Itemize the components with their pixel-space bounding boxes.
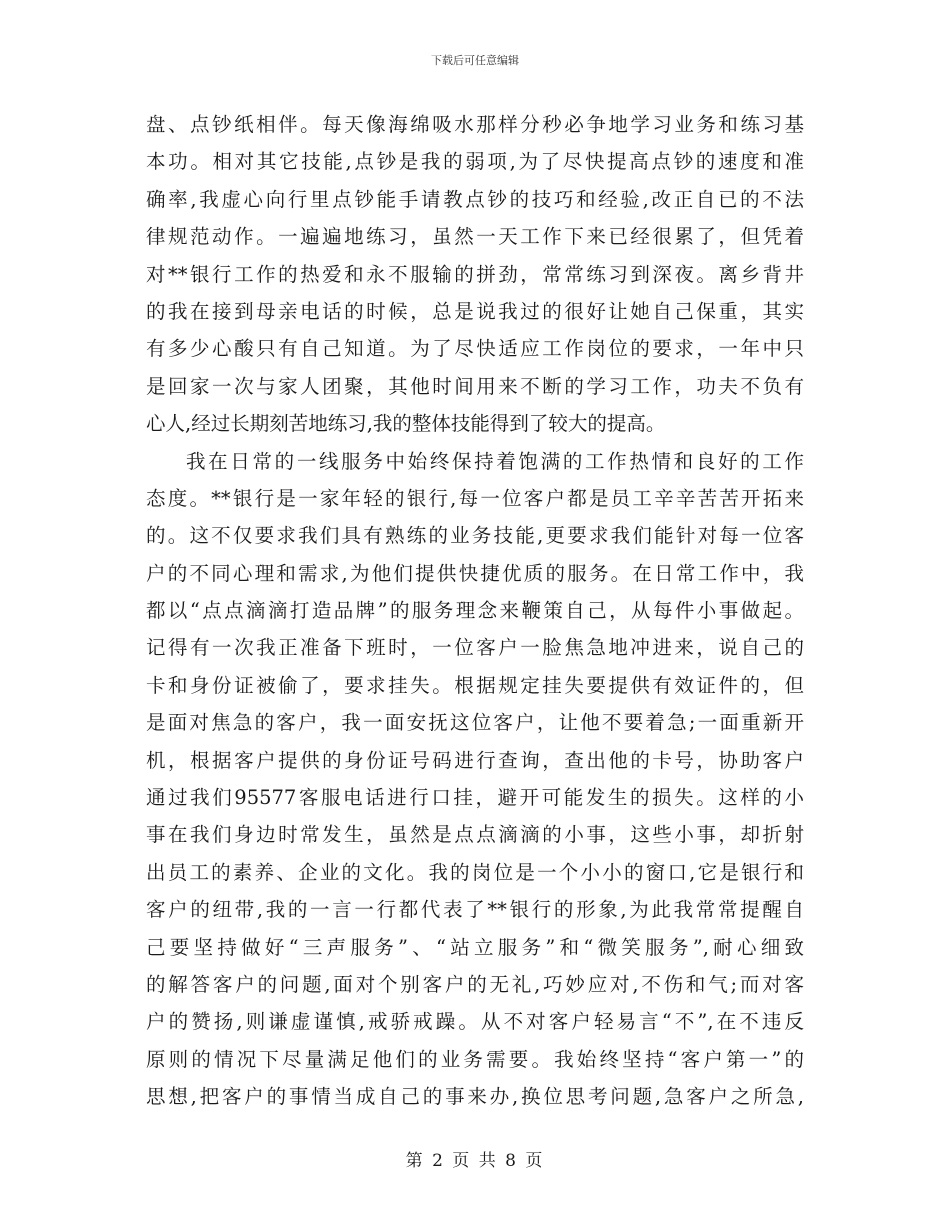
text-line: 户的赞扬,则谦虚谨慎,戒骄戒躁。从不对客户轻易言“不”,在不违反	[146, 1010, 804, 1034]
text-line: 客户的纽带,我的一言一行都代表了**银行的形象,为此我常常提醒自	[146, 898, 804, 922]
text-line: 我在日常的一线服务中始终保持着饱满的工作热情和良好的工作	[186, 449, 804, 473]
text-line: 记得有一次我正准备下班时，一位客户一脸焦急地冲进来，说自己的	[146, 636, 804, 660]
text-line: 的。这不仅要求我们具有熟练的业务技能,更要求我们能针对每一位客	[146, 524, 804, 548]
header-note: 下载后可任意编辑	[431, 54, 519, 67]
page-number-footer: 第 2 页 共 8 页	[405, 1151, 545, 1171]
text-line: 态度。**银行是一家年轻的银行,每一位客户都是员工辛辛苦苦开拓来	[146, 486, 804, 510]
text-line: 通过我们95577客服电话进行口挂，避开可能发生的损失。这样的小	[146, 786, 804, 810]
text-line: 本功。相对其它技能,点钞是我的弱项,为了尽快提高点钞的速度和准	[146, 150, 804, 174]
text-line: 律规范动作。一遍遍地练习，虽然一天工作下来已经很累了，但凭着	[146, 225, 804, 249]
text-line: 事在我们身边时常发生，虽然是点点滴滴的小事，这些小事，却折射	[146, 823, 804, 847]
text-line: 机，根据客户提供的身份证号码进行查询，查出他的卡号，协助客户	[146, 748, 804, 772]
text-line: 的我在接到母亲电话的时候，总是说我过的很好让她自己保重，其实	[146, 299, 804, 323]
text-line: 思想,把客户的事情当成自己的事来办,换位思考问题,急客户之所急,	[146, 1085, 804, 1109]
body-text	[146, 106, 804, 1116]
text-line: 的解答客户的问题,面对个别客户的无礼,巧妙应对,不伤和气;而对客	[146, 972, 804, 996]
text-line: 有多少心酸只有自己知道。为了尽快适应工作岗位的要求，一年中只	[146, 337, 804, 361]
text-line: 原则的情况下尽量满足他们的业务需要。我始终坚持“客户第一”的	[146, 1047, 804, 1071]
text-line: 对**银行工作的热爱和永不服输的拼劲，常常练习到深夜。离乡背井	[146, 262, 804, 286]
text-line: 出员工的素养、企业的文化。我的岗位是一个小小的窗口,它是银行和	[146, 860, 804, 884]
paragraph-2	[146, 443, 804, 1116]
text-line: 都以“点点滴滴打造品牌”的服务理念来鞭策自己，从每件小事做起。	[146, 599, 804, 623]
text-line: 是面对焦急的客户，我一面安抚这位客户，让他不要着急;一面重新开	[146, 711, 804, 735]
text-line: 确率,我虚心向行里点钞能手请教点钞的技巧和经验,改正自已的不法	[146, 187, 804, 211]
paragraph-1	[146, 106, 804, 443]
text-line: 心人,经过长期刻苦地练习,我的整体技能得到了较大的提高。	[146, 412, 666, 436]
text-line: 是回家一次与家人团聚，其他时间用来不断的学习工作，功夫不负有	[146, 374, 804, 398]
text-line: 卡和身份证被偷了，要求挂失。根据规定挂失要提供有效证件的，但	[146, 673, 804, 697]
text-line: 己要坚持做好“三声服务”、“站立服务”和“微笑服务”,耐心细致	[146, 935, 804, 959]
text-line: 盘、点钞纸相伴。每天像海绵吸水那样分秒必争地学习业务和练习基	[146, 113, 804, 136]
text-line: 户的不同心理和需求,为他们提供快捷优质的服务。在日常工作中，我	[146, 561, 804, 585]
